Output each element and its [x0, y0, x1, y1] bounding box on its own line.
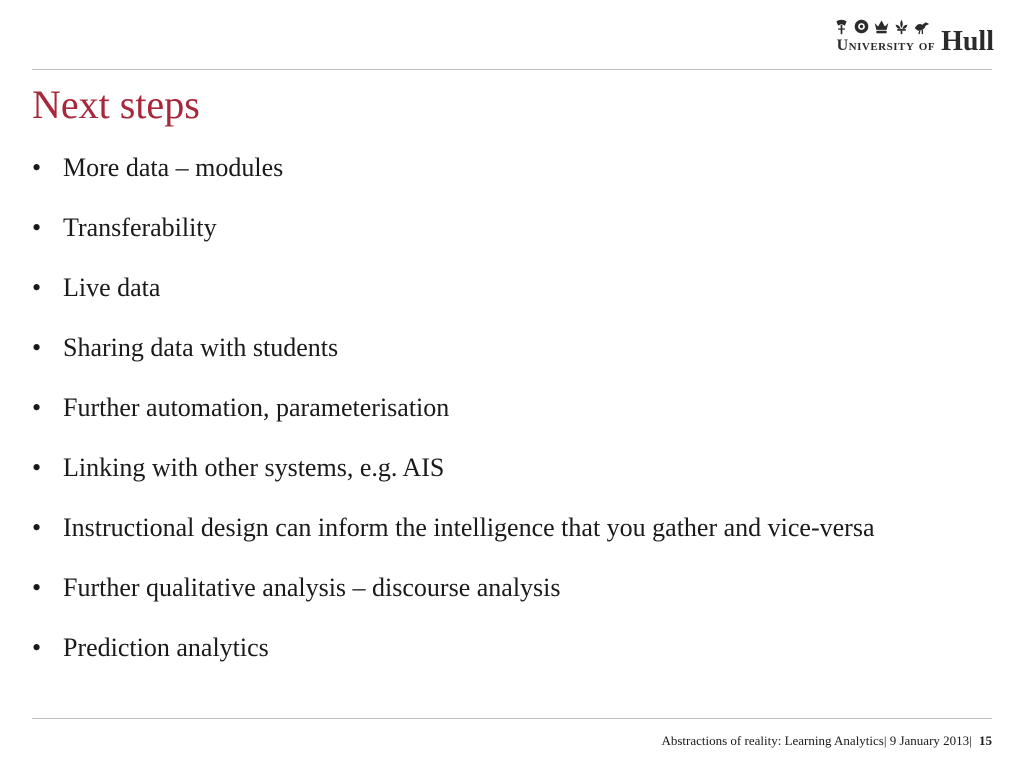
bullet-item [30, 211, 990, 245]
slide-title: Next steps [32, 82, 200, 127]
bullet-marker: • [32, 333, 42, 362]
bullet-item [30, 271, 990, 305]
bullet-marker: • [32, 153, 42, 182]
bullet-text: Sharing data with students [63, 333, 339, 362]
bullet-item [30, 631, 990, 665]
bullet-item [30, 151, 990, 185]
university-logo [794, 16, 994, 56]
bullet-item [30, 391, 990, 425]
bullet-marker: • [32, 393, 42, 422]
bullet-text: Transferability [63, 213, 217, 242]
bullet-marker: • [32, 633, 42, 662]
bullet-text: Live data [63, 273, 161, 302]
footer-presentation-title: Abstractions of reality: Learning Analytics| [661, 733, 887, 748]
bullet-marker: • [32, 573, 42, 602]
bullet-item [30, 571, 990, 605]
page-number: 15 [979, 733, 992, 748]
header-divider [32, 69, 992, 70]
footer-date: 9 January 2013| [889, 733, 972, 748]
bullet-text: Instructional design can inform the intelligence that you gather and vice-versa [63, 513, 875, 542]
bullet-marker: • [32, 273, 42, 302]
bullet-marker: • [32, 453, 42, 482]
bullet-item [30, 331, 990, 365]
bullet-item [30, 451, 990, 485]
bullet-text: Prediction analytics [63, 633, 269, 662]
bullet-item [30, 511, 990, 545]
bullet-text: More data – modules [63, 153, 284, 182]
bullet-text: Further automation, parameterisation [63, 393, 450, 422]
logo-university-text: University of [836, 37, 936, 54]
bullet-text: Linking with other systems, e.g. AIS [63, 453, 445, 482]
logo-hull-text: Hull [941, 26, 994, 57]
bullet-list [30, 151, 990, 691]
logo-wordmark [837, 28, 994, 56]
slide-footer [661, 733, 992, 749]
bullet-marker: • [32, 513, 42, 542]
footer-divider [32, 718, 992, 719]
bullet-marker: • [32, 213, 42, 242]
bullet-text: Further qualitative analysis – discourse analysis [63, 573, 561, 602]
